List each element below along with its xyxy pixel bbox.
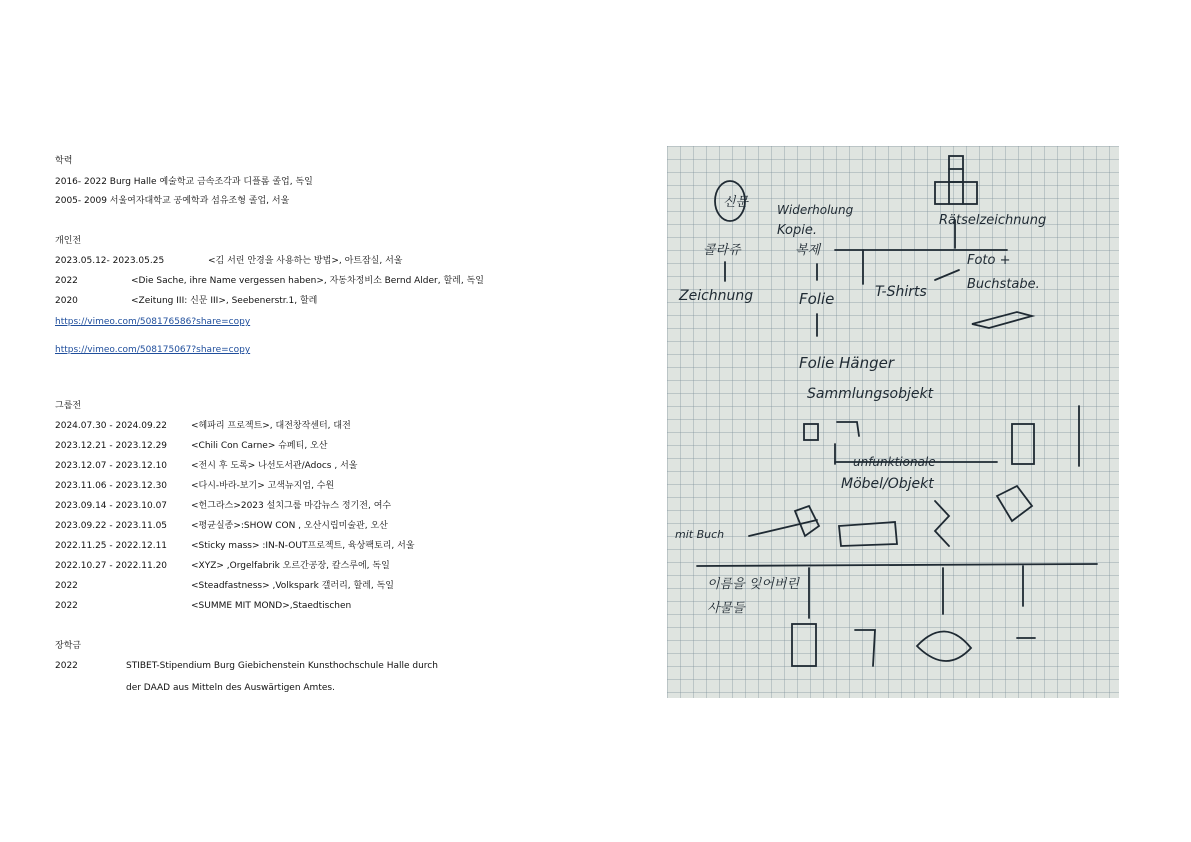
group-desc: <전시 후 도록> 나선도서관/Adocs , 서울 [191, 461, 358, 471]
sketch-word: 복제 [795, 243, 821, 258]
sketch-word: Rätselzeichnung [939, 213, 1047, 228]
scholarship-heading: 장학금 [55, 641, 82, 651]
education-item: 2005- 2009 서울여자대학교 공예학과 섬유조형 졸업, 서울 [55, 196, 290, 206]
group-date: 2022.10.27 - 2022.11.20 [55, 561, 168, 571]
solo-desc: <Zeitung III: 신문 III>, Seebenerstr.1, 할레 [131, 296, 318, 306]
sketch-word: Zeichnung [679, 288, 754, 304]
group-date: 2023.12.21 - 2023.12.29 [55, 441, 168, 451]
education-heading: 학력 [55, 156, 73, 166]
group-desc: <헤파리 프로젝트>, 대전창작센터, 대전 [191, 421, 351, 431]
group-desc: <헌그라스>2023 설치그룹 마감뉴스 정기전, 여수 [191, 501, 392, 511]
group-date: 2023.11.06 - 2023.12.30 [55, 481, 168, 491]
sketch-word: 사물들 [707, 601, 745, 616]
group-date: 2023.12.07 - 2023.12.10 [55, 461, 168, 471]
group-date: 2024.07.30 - 2024.09.22 [55, 421, 168, 431]
grid-drawing [935, 182, 977, 204]
education-item: 2016- 2022 Burg Halle 예술학교 금속조각과 디플롬 졸업, 독일 [55, 177, 313, 187]
sketch-word: unfunktionale [853, 455, 936, 469]
solo-date: 2023.05.12- 2023.05.25 [55, 256, 165, 266]
group-date: 2022.11.25 - 2022.12.11 [55, 541, 168, 551]
group-desc: <SUMME MIT MOND>,Staedtischen [191, 601, 352, 611]
video-link[interactable]: https://vimeo.com/508175067?share=copy [55, 345, 251, 355]
scholarship-line: der DAAD aus Mitteln des Auswärtigen Amtes. [126, 683, 335, 693]
sketch-word: 콜라쥬 [703, 243, 741, 258]
group-date: 2023.09.14 - 2023.10.07 [55, 501, 168, 511]
group-desc: <XYZ> ,Orgelfabrik 오르간공장, 칼스루에, 독일 [191, 561, 390, 571]
sketch-word: Folie Hänger [799, 354, 895, 372]
video-link[interactable]: https://vimeo.com/508176586?share=copy [55, 317, 251, 327]
sketch-word: Möbel/Objekt [841, 476, 934, 492]
sketch-word: Folie [799, 290, 835, 308]
sketch-photo [667, 146, 1119, 698]
sketch-object [972, 312, 1032, 328]
sketch-drawing [667, 146, 1119, 698]
sketch-word: Buchstabe. [967, 277, 1040, 292]
sketch-word: Sammlungsobjekt [807, 386, 934, 402]
sketch-word: mit Buch [675, 528, 725, 541]
group-date: 2022 [55, 581, 78, 591]
sketch-word: Foto + [967, 253, 1011, 268]
group-desc: <다시-바라-보기> 고색뉴지엄, 수원 [191, 481, 335, 491]
sketch-word: Widerholung [777, 203, 854, 217]
group-heading: 그룹전 [55, 401, 82, 411]
solo-heading: 개인전 [55, 236, 82, 246]
sketch-word: 신문 [723, 195, 749, 210]
solo-desc: <Die Sache, ihre Name vergessen haben>, 자동차정비소 Bernd Alder, 할레, 독일 [131, 276, 484, 286]
scholarship-date: 2022 [55, 661, 78, 671]
sketch-word: T-Shirts [875, 284, 927, 300]
sketch-word: Kopie. [777, 223, 818, 238]
solo-date: 2022 [55, 276, 78, 286]
solo-desc: <김 서린 안경을 사용하는 방법>, 아트잠실, 서울 [208, 256, 403, 266]
solo-date: 2020 [55, 296, 78, 306]
scholarship-line: STIBET-Stipendium Burg Giebichenstein Kunsthochschule Halle durch [126, 661, 438, 671]
group-desc: <Chili Con Carne> 슈페티, 오산 [191, 441, 328, 451]
group-desc: <평균실종>:SHOW CON , 오산시립미술관, 오산 [191, 521, 388, 531]
group-desc: <Steadfastness> ,Volkspark 갤러리, 할레, 독일 [191, 581, 394, 591]
group-date: 2023.09.22 - 2023.11.05 [55, 521, 168, 531]
group-date: 2022 [55, 601, 78, 611]
group-desc: <Sticky mass> :IN-N-OUT프로젝트, 육상팩토리, 서울 [191, 541, 415, 551]
sketch-word: 이름을 잊어버린 [707, 577, 800, 592]
